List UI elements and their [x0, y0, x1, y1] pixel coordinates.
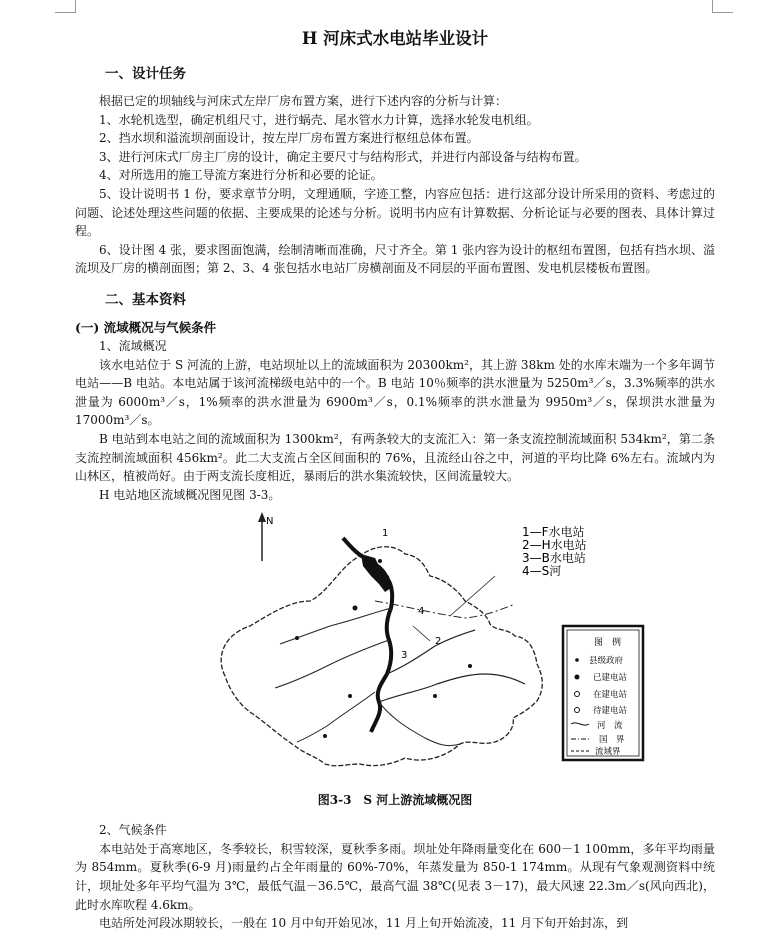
- paragraph: B 电站到本电站之间的流域面积为 1300km²，有两条较大的支流汇入：第一条支流控制流域面积 534km²，第二条支流控制流域面积 456km²。此二大支流占全区间面积的 76%，且流经山谷之中，河道的平均比降 6%左右。流域内为山林区，植被尚好。由于两支流长度相近，暴雨后的洪水集流较快，区间流量较大。: [75, 431, 715, 484]
- paragraph: H 电站地区流域概况图见图 3-3。: [99, 487, 281, 502]
- leader-line: [413, 626, 430, 641]
- legend-label: 县级政府: [589, 656, 624, 667]
- map-label: 2: [435, 636, 442, 648]
- list-item: 2、气候条件: [99, 823, 167, 838]
- list-item: 1、流域概况: [99, 338, 167, 353]
- tributary: [379, 702, 460, 746]
- legend-label: 国 界: [599, 735, 625, 746]
- key-item: 4—S河: [522, 564, 562, 579]
- north-label: N: [266, 516, 274, 528]
- legend-label: 待建电站: [593, 706, 628, 717]
- station-key: [522, 524, 587, 578]
- watershed-map: [75, 506, 715, 791]
- legend-label: 在建电站: [593, 690, 628, 701]
- map-point: [378, 559, 382, 563]
- key-item: 2—H水电站: [522, 538, 587, 553]
- list-item: 4、对所选用的施工导流方案进行分析和必要的论证。: [99, 168, 383, 183]
- section-heading: 二、基本资料: [105, 291, 186, 308]
- paragraph: 电站所处河段冰期较长，一般在 10 月中旬开始见冰，11 月上旬开始流凌，11 月下旬开始封冻，到: [99, 916, 629, 931]
- legend-title: 图 例: [594, 638, 622, 649]
- map-point: [295, 636, 299, 640]
- page-corner-mark: [55, 0, 76, 13]
- key-item: 1—F水电站: [522, 525, 585, 540]
- document-title: H 河床式水电站毕业设计: [301, 29, 489, 48]
- map-label: 1: [382, 528, 389, 540]
- paragraph: 本电站处于高寒地区，冬季较长，积雪较深，夏秋季多雨。坝址处年降雨量变化在 600－1 100mm，多年平均雨量为 854mm。夏秋季(6-9 月)雨量约占全年雨量的 60%-70%，年蒸发量为 850-1 174mm。从现有气象观测资料中统计，坝址处多年平均气温为 3℃，最低气温－36.5℃，最高气温 38℃(见表 3－17)，最大风速 22.3m／s(风向西北)，此时水库吹程 4.6km。: [75, 841, 715, 912]
- legend-label: 已建电站: [593, 673, 628, 684]
- north-arrow-icon: [258, 512, 273, 561]
- paragraph: 根据已定的坝轴线与河床式左岸厂房布置方案，进行下述内容的分析与计算：: [99, 94, 508, 108]
- map-point: [348, 694, 352, 698]
- page-corner-mark: [712, 0, 733, 13]
- map-point: [353, 606, 358, 611]
- map-legend: [563, 626, 643, 760]
- document-page: [75, 18, 715, 933]
- leader-line: [450, 576, 495, 616]
- map-label: 3: [401, 650, 408, 662]
- watershed-map-figure: [75, 506, 715, 791]
- map-point: [468, 664, 472, 668]
- section-heading: 一、设计任务: [105, 66, 186, 82]
- list-item: 5、设计说明书 1 份，要求章节分明，文理通顺，字迹工整，内容应包括：进行这部分设计所采用的资料、考虑过的问题、论述处理这些问题的依据、主要成果的论述与分析。说明书内应有计算数据、分析论证与必要的图表、具体计算过程。: [75, 186, 715, 239]
- key-item: 3—B水电站: [522, 551, 586, 566]
- list-item: 6、设计图 4 张，要求图面饱满，绘制清晰而准确，尺寸齐全。第 1 张内容为设计的枢纽布置图，包括有挡水坝、溢流坝及厂房的横剖面图；第 2、3、4 张包括水电站厂房横剖面及不同层的平面布置图、发电机层楼板布置图。: [75, 242, 715, 276]
- list-item: 2、挡水坝和溢流坝剖面设计，按左岸厂房布置方案进行枢纽总体布置。: [99, 131, 479, 146]
- figure-caption: 图3-3 S 河上游流域概况图: [317, 793, 473, 808]
- legend-label: 流域界: [595, 747, 621, 758]
- map-label: 4: [418, 606, 425, 618]
- tributary: [379, 674, 525, 702]
- tributary: [297, 692, 375, 742]
- map-point: [323, 734, 327, 738]
- list-item: 1、水轮机选型，确定机组尺寸，进行蜗壳、尾水管水力计算，选择水轮发电机组。: [99, 112, 539, 127]
- legend-label: 河 流: [597, 721, 623, 732]
- paragraph: 该水电站位于 S 河流的上游，电站坝址以上的流域面积为 20300km²，其上游 38km 处的水库末端为一个多年调节电站——B 电站。本电站属于该河流梯级电站中的一个。B 电站 10％频率的洪水泄量为 5250m³／s，3.3%频率的洪水泄量为 6000m³／s，1%频率的洪水泄量为 6900m³／s，0.1%频率的洪水泄量为 9950m³／s，保坝洪水泄量为 17000m³／s。: [75, 357, 715, 428]
- list-item: 3、进行河床式厂房主厂房的设计，确定主要尺寸与结构形式，并进行内部设备与结构布置。: [99, 149, 587, 164]
- tributary: [275, 640, 389, 688]
- subsection-heading: (一) 流域概况与气候条件: [75, 319, 217, 335]
- map-point: [433, 694, 437, 698]
- border-line: [375, 601, 515, 618]
